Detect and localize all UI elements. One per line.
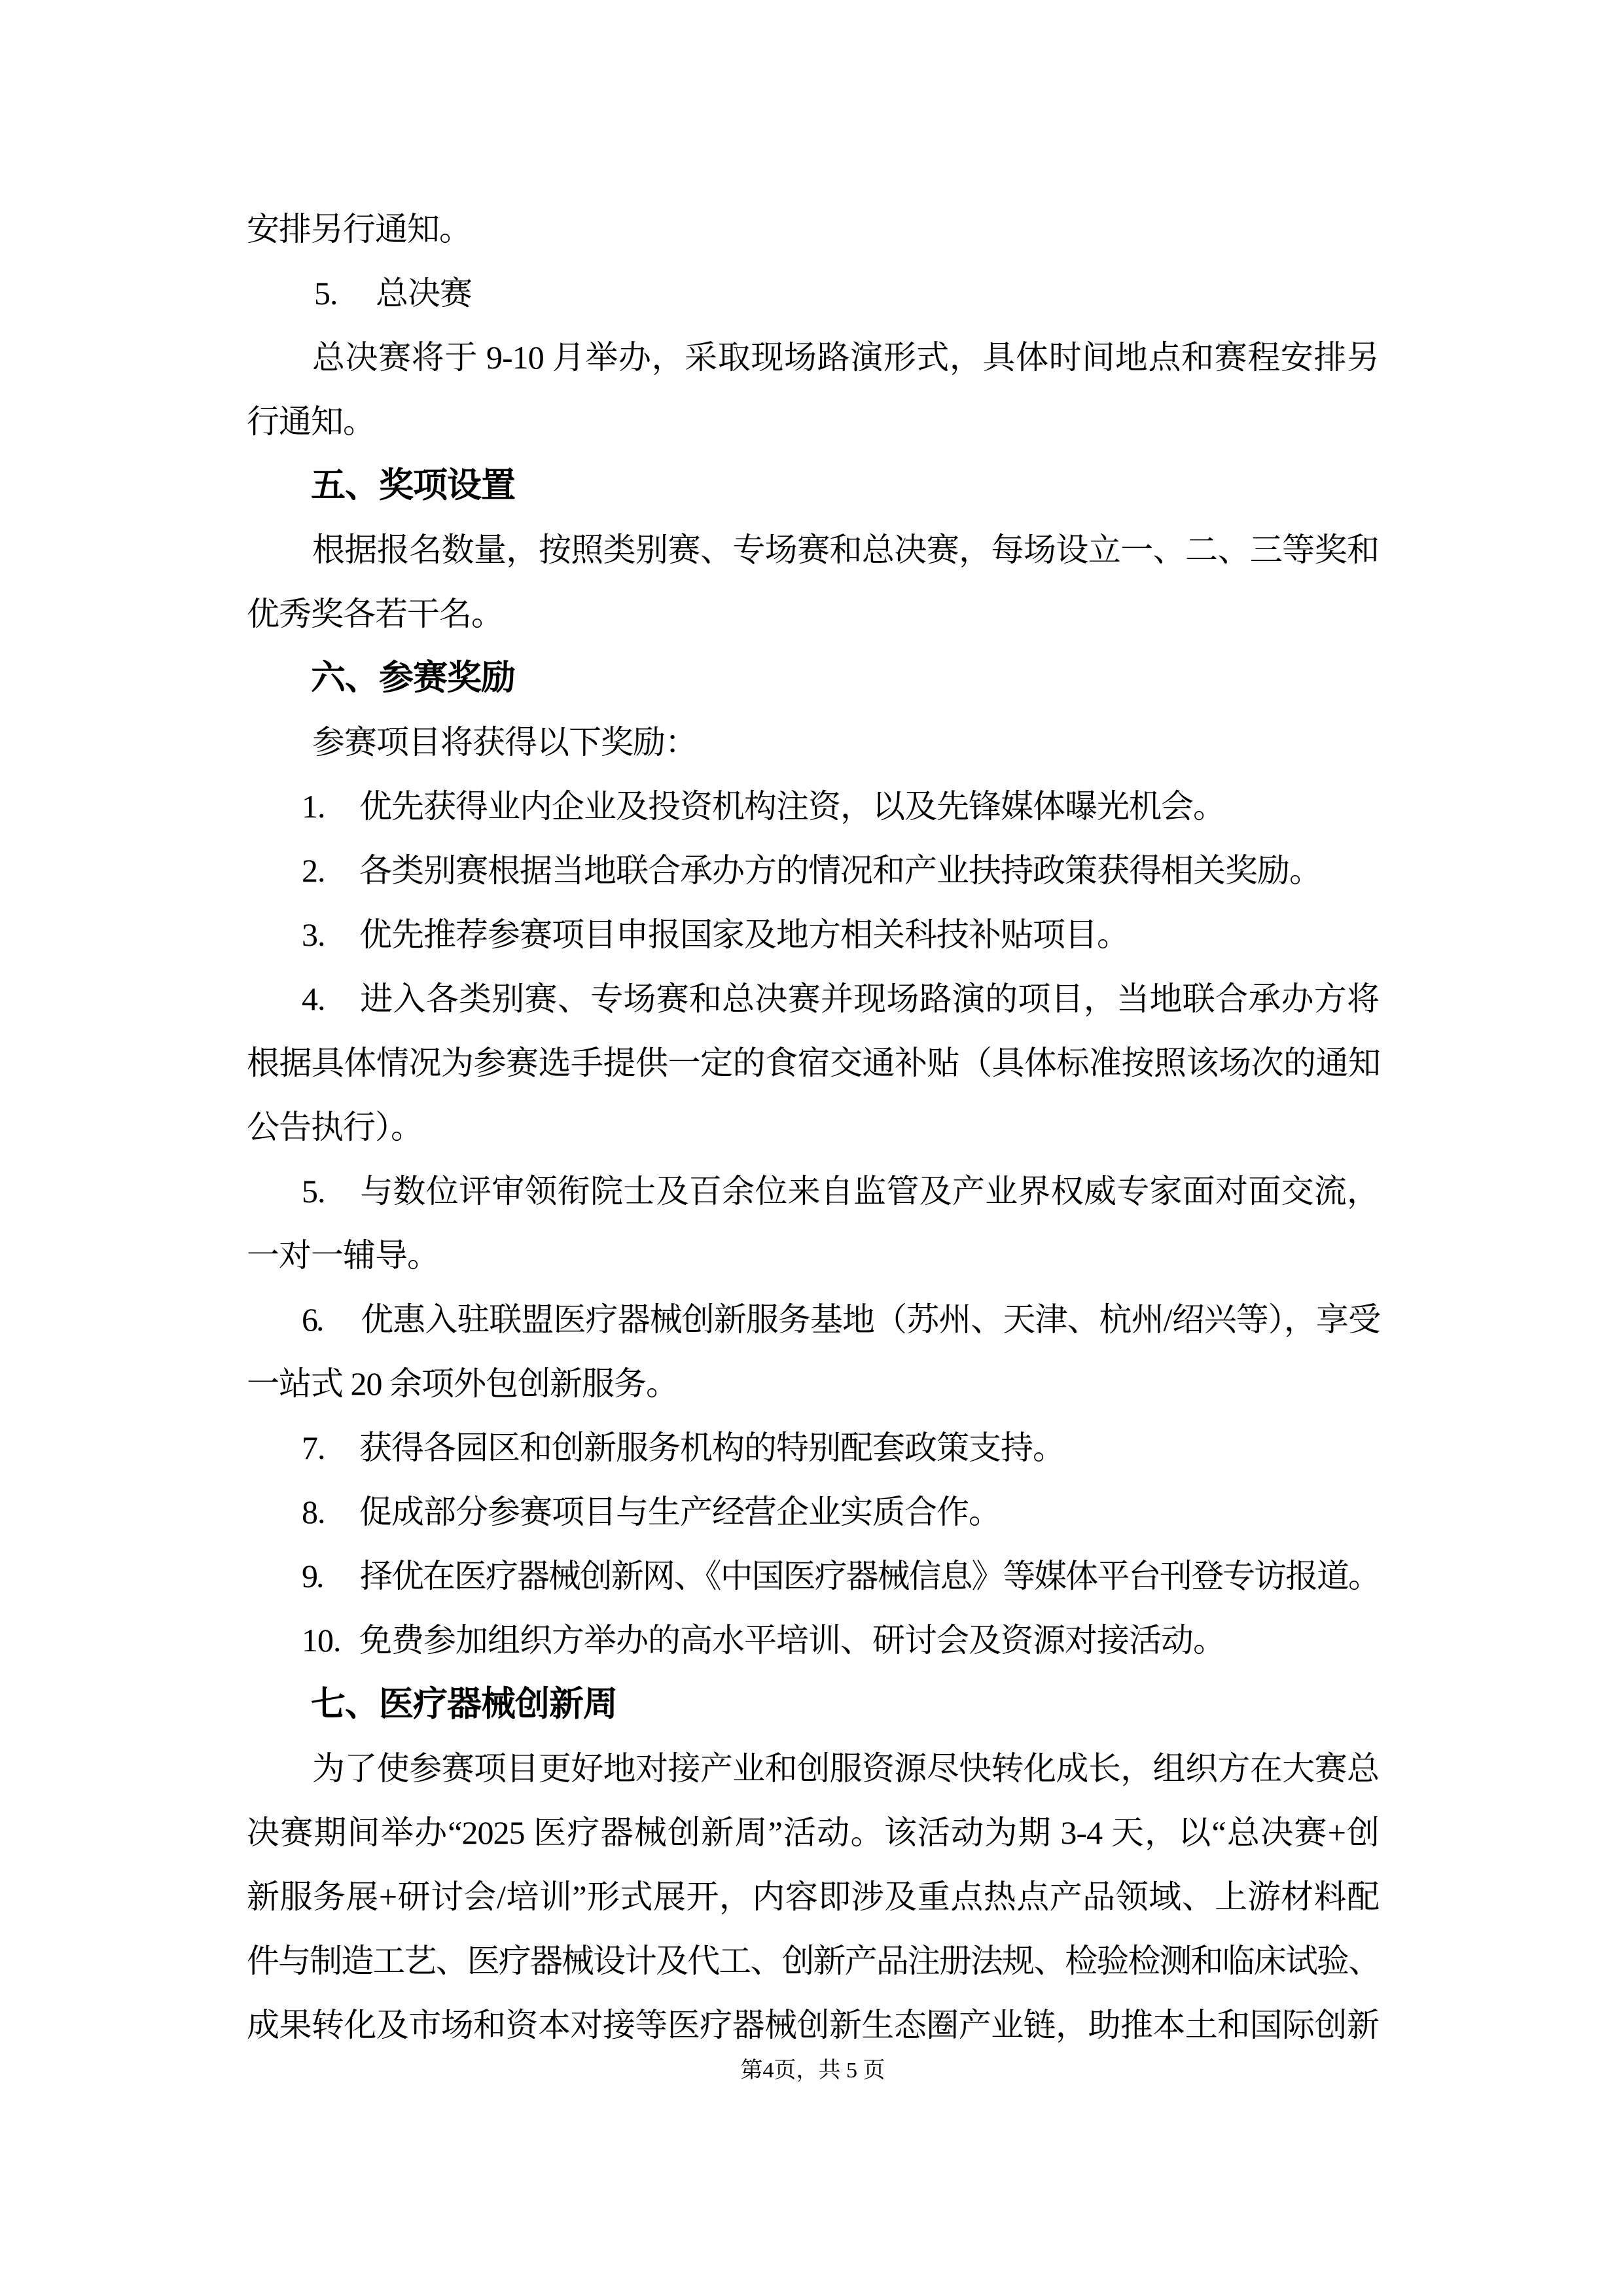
list-item-number: 3. — [302, 916, 325, 953]
line-text: 总决赛 — [376, 275, 472, 312]
line-text: 优惠入驻联盟医疗器械创新服务基地（苏州、天津、杭州/绍兴等），享受 — [359, 1301, 1379, 1338]
list-item-number: 2. — [302, 852, 325, 889]
list-item-number: 5. — [302, 1173, 325, 1210]
page-number-label: 第4页，共 5 页 — [740, 2058, 885, 2083]
paragraph-line: 根据具体情况为参赛选手提供一定的食宿交通补贴（具体标准按照该场次的通知 — [247, 1045, 1379, 1081]
paragraph-line: 公告执行）。 — [247, 1109, 423, 1145]
list-item-number: 1. — [302, 788, 325, 825]
list-item-number: 6. — [302, 1301, 323, 1338]
paragraph-line: 决赛期间举办“2025 医疗器械创新周”活动。该活动为期 3-4 天，以“总决赛+创 — [247, 1814, 1379, 1851]
line-text: 优先获得业内企业及投资机构注资，以及先锋媒体曝光机会。 — [359, 788, 1225, 825]
line-text: 优先推荐参赛项目申报国家及地方相关科技补贴项目。 — [359, 916, 1129, 953]
line-text: 各类别赛根据当地联合承办方的情况和产业扶持政策获得相关奖励。 — [359, 852, 1321, 889]
section-heading: 五、奖项设置 — [311, 466, 515, 505]
line-text: 免费参加组织方举办的高水平培训、研讨会及资源对接活动。 — [359, 1622, 1225, 1659]
list-item — [247, 967, 1379, 1031]
line-text: 促成部分参赛项目与生产经营企业实质合作。 — [359, 1494, 1001, 1530]
section-heading: 六、参赛奖励 — [311, 658, 515, 697]
list-item — [247, 774, 1379, 838]
paragraph-line: 为了使参赛项目更好地对接产业和创服资源尽快转化成长，组织方在大赛总 — [312, 1750, 1379, 1787]
list-item — [247, 838, 1379, 903]
list-item — [247, 1159, 1379, 1223]
list-item-number: 9. — [302, 1558, 323, 1594]
list-item — [247, 1608, 1379, 1672]
list-item — [247, 1416, 1379, 1480]
paragraph-line: 行通知。 — [247, 403, 375, 440]
document-body — [247, 197, 1379, 2057]
line-text: 获得各园区和创新服务机构的特别配套政策支持。 — [359, 1429, 1065, 1466]
paragraph-line: 根据报名数量，按照类别赛、专场赛和总决赛，每场设立一、二、三等奖和 — [312, 531, 1379, 568]
list-item-number: 8. — [302, 1494, 325, 1530]
section-heading: 七、医疗器械创新周 — [311, 1685, 617, 1723]
line-text: 与数位评审领衔院士及百余位来自监管及产业界权威专家面对面交流， — [359, 1173, 1379, 1210]
list-item-number: 4. — [302, 980, 325, 1017]
list-item — [247, 1544, 1379, 1608]
page-footer — [247, 2053, 1379, 2089]
paragraph-line: 新服务展+研讨会/培训”形式展开，内容即涉及重点热点产品领域、上游材料配 — [247, 1878, 1379, 1915]
list-item-number: 10. — [302, 1622, 341, 1659]
line-text: 进入各类别赛、专场赛和总决赛并现场路演的项目，当地联合承办方将 — [359, 980, 1379, 1017]
paragraph-line: 一对一辅导。 — [247, 1237, 439, 1274]
paragraph-line: 总决赛将于 9-10 月举办，采取现场路演形式，具体时间地点和赛程安排另 — [312, 339, 1379, 376]
paragraph-line: 成果转化及市场和资本对接等医疗器械创新生态圈产业链，助推本土和国际创新 — [247, 2007, 1379, 2043]
paragraph-line: 安排另行通知。 — [247, 211, 471, 247]
paragraph-line: 一站式 20 余项外包创新服务。 — [247, 1365, 678, 1402]
paragraph-line: 参赛项目将获得以下奖励： — [312, 724, 697, 761]
list-item-number: 7. — [302, 1429, 325, 1466]
list-item — [247, 1287, 1379, 1352]
paragraph-line: 件与制造工艺、医疗器械设计及代工、创新产品注册法规、检验检测和临床试验、 — [247, 1943, 1379, 1979]
paragraph-line: 优秀奖各若干名。 — [247, 596, 503, 632]
list-item — [247, 261, 1379, 325]
line-text: 择优在医疗器械创新网、《中国医疗器械信息》等媒体平台刊登专访报道。 — [359, 1558, 1379, 1594]
list-item — [247, 1480, 1379, 1544]
list-item-number: 5. — [314, 275, 338, 312]
list-item — [247, 903, 1379, 967]
